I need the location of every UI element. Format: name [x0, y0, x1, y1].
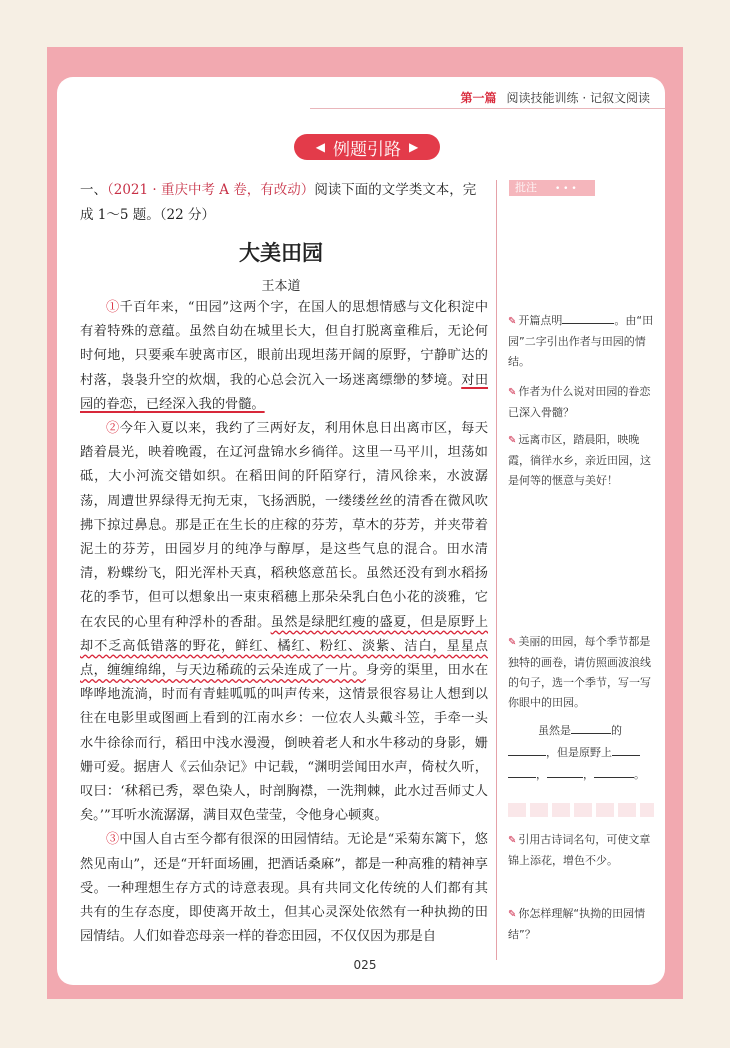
pencil-icon: ✎	[508, 909, 517, 920]
pencil-icon: ✎	[508, 835, 517, 846]
paragraph-number: ①	[106, 300, 120, 315]
annotation-divider	[508, 803, 654, 817]
note-text: 引用古诗词名句，可使文章锦上添花，增色不少。	[508, 833, 651, 867]
annotation-fill-in	[508, 720, 656, 741]
banner-label: 例题引路	[333, 139, 401, 160]
part-label: 第一篇	[460, 91, 497, 105]
note-text: 。由“田园”二字引出作者与田园的情结。	[508, 314, 654, 368]
annotation-note	[508, 382, 656, 423]
note-text: 开篇点明	[518, 314, 563, 327]
annotation-fill-in: ， ， 。	[508, 764, 656, 785]
arrow-left-icon: ◀	[315, 140, 325, 154]
note-text: 虽然是	[538, 724, 571, 737]
paragraph-1	[80, 296, 488, 417]
question-prefix: 一、	[80, 182, 107, 198]
annotation-fill-in	[508, 742, 656, 763]
annotation-note	[508, 430, 656, 491]
question-text: 阅读下面的文学类文本，完成 1～5 题。（22 分）	[80, 182, 477, 223]
note-text: 你怎样理解“执拗的田园情结”？	[508, 907, 646, 941]
note-text: 作者为什么说对田园的眷恋已深入骨髓？	[508, 385, 651, 419]
question-intro	[80, 178, 482, 228]
paragraph-text: 身旁的渠里，田水在哗哗地流淌，时而有青蛙呱呱的叫声传来，这情景很容易让人想到以往在电影里或图画上看到的江南水乡：一位农人头戴斗笠，手牵一头水牛徐徐而行，稻田中浅水漫漫，倒映着老人和水牛移动的身影，姗姗可爱。据唐人《云仙杂记》中记载，“渊明尝闻田水声，倚杖久听，叹曰：‘秫稻已秀，翠色染人，时剖胸襟，一洗荆棘，此水过吾师丈人矣。’”耳听水流潺潺，满目双色莹莹，令他身心顿爽。	[80, 663, 489, 824]
note-text: ，但是原野上	[546, 746, 612, 759]
paragraph-text: 今年入夏以来，我约了三两好友，利用休息日出离市区，每天踏着晨光，映着晚霞，在辽河盘锦水乡徜徉。这里一马平川，坦荡如砥，大小河流交错如织。在稻田间的阡陌穿行，清风徐来，水波潺荡，周遭世界绿得无拘无束，飞扬洒脱，一缕缕丝丝的清香在微风吹拂下掠过鼻息。那是正在生长的庄稼的芬芳，草木的芬芳，并夹带着泥土的芬芳，田园岁月的纯净与醇厚，是这些气息的混合。田水清清，粉蝶纷飞，阳光浑朴天真，稻秧悠意茁长。虽然还没有到水稻扬花的季节，但可以想象出一束束稻穗上那朵朵乳白色小花的淡雅，它在农民的心里有种浮朴的香甜。	[80, 421, 489, 630]
pencil-icon: ✎	[508, 387, 517, 398]
annotation-column-rule	[496, 180, 497, 960]
annotation-badge-label: 批注	[515, 181, 537, 194]
article-body	[80, 296, 488, 949]
running-header	[461, 89, 650, 106]
note-text: 的	[611, 724, 622, 737]
paragraph-text: 千百年来，“田园”这两个字，在国人的思想情感与文化积淀中有着特殊的意蕴。虽然自幼在城里长大，但自打脱离童稚后，无论何时何地，只要乘车驶离市区，眼前出现坦荡开阔的原野，宁静旷达的村落，袅袅升空的炊烟，我的心总会沉入一场迷离缥缈的梦境。	[80, 300, 489, 388]
article-title: 大美田园	[239, 240, 323, 265]
page-number: 025	[353, 958, 377, 972]
pencil-icon: ✎	[508, 435, 517, 446]
header-rule	[310, 108, 665, 109]
arrow-right-icon: ▶	[409, 140, 419, 154]
paragraph-3	[80, 828, 488, 949]
underlined-sentence: 对田园的眷恋，已经深入我的骨髓。	[80, 372, 489, 412]
paragraph-text: 中国人自古至今都有很深的田园情结。无论是“采菊东篱下，悠然见南山”，还是“开轩面场圃，把酒话桑麻”，都是一种高雅的精神享受。一种理想生存方式的诗意表现。具有共同文化传统的人们都有其共有的生存态度，即使离开故土，但其心灵深处依然有一种执拗的田园情结。人们如眷恋母亲一样的眷恋田园，不仅仅因为那是自	[80, 832, 488, 945]
annotation-note	[508, 830, 656, 871]
example-banner	[294, 134, 440, 160]
fill-blank[interactable]	[571, 720, 611, 734]
fill-blank[interactable]	[612, 742, 640, 756]
paragraph-2	[80, 417, 488, 828]
fill-blank[interactable]	[547, 764, 583, 778]
fill-blank[interactable]	[594, 764, 634, 778]
annotation-note	[508, 632, 656, 713]
annotation-note	[508, 904, 656, 945]
paragraph-number: ②	[106, 421, 120, 437]
fill-blank[interactable]	[508, 764, 536, 778]
wavy-underlined-sentence: 虽然是绿肥红瘦的盛夏，但是原野上却不乏高低错落的野花，鲜红、橘红、粉红、淡紫、洁白，星星点点，缠缠绵绵，与天边稀疏的云朵连成了一片。	[80, 614, 489, 679]
question-source: （2021 · 重庆中考 A 卷，有改动）	[107, 182, 315, 198]
note-text: 美丽的田园，每个季节都是独特的画卷，请仿照画波浪线的句子，选一个季节，写一写你眼中的田园。	[508, 635, 651, 709]
note-text: 远离市区，踏晨阳，映晚霞，徜徉水乡，亲近田园，这是何等的惬意与美好！	[508, 433, 651, 487]
annotation-note	[508, 310, 656, 372]
annotation-badge: 批注 • • •	[509, 180, 595, 196]
paragraph-number: ③	[106, 832, 120, 848]
pencil-icon: ✎	[508, 637, 517, 648]
fill-blank	[562, 310, 614, 324]
fill-blank[interactable]	[508, 742, 546, 756]
article-author: 王本道	[261, 279, 301, 294]
pencil-icon: ✎	[508, 316, 517, 327]
section-label: 阅读技能训练 · 记叙文阅读	[506, 91, 650, 105]
